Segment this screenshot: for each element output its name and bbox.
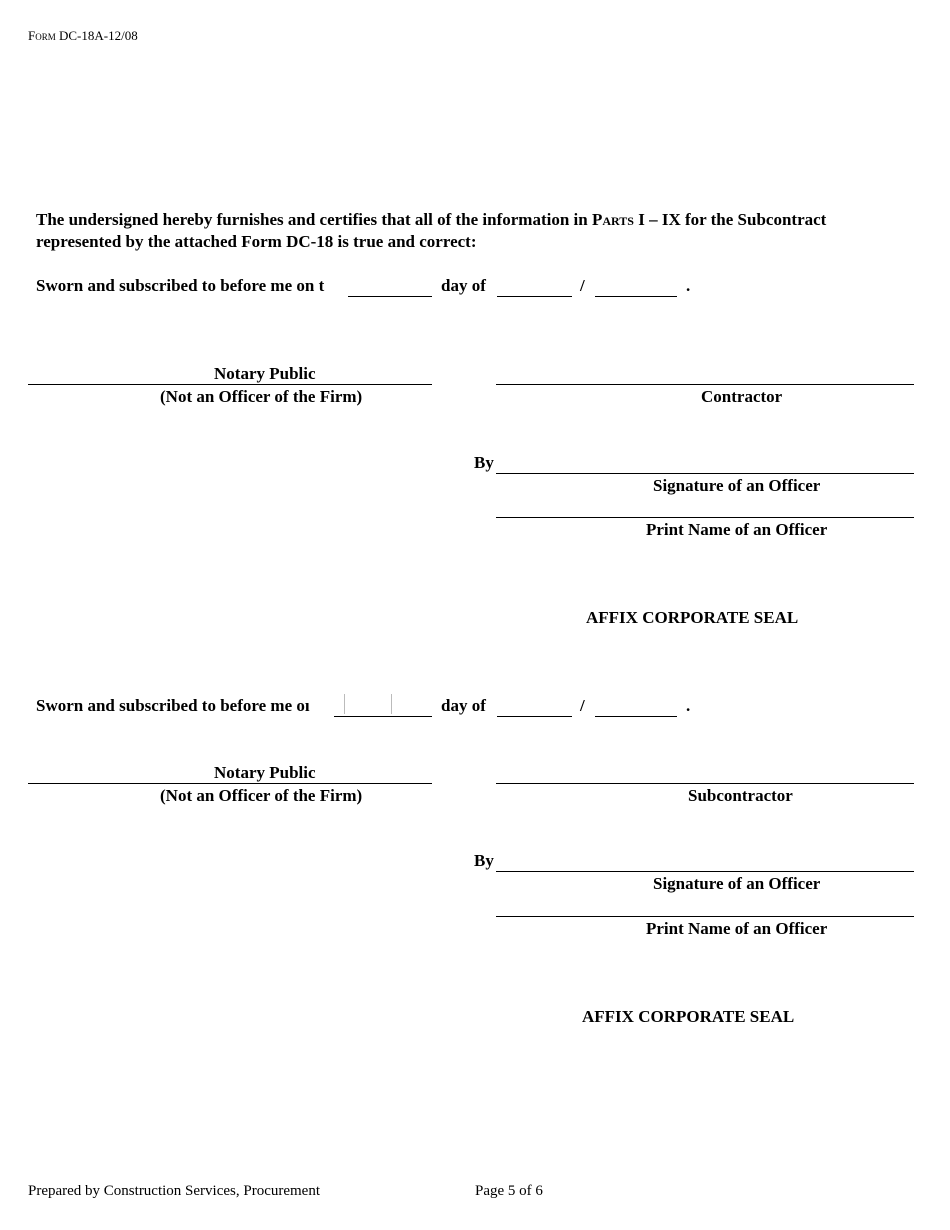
day-of-label-contractor: day of [441,276,486,295]
notary-note-contractor: (Not an Officer of the Firm) [160,387,363,406]
sworn-year-field-contractor[interactable] [595,276,677,297]
sworn-month-field-subcontractor[interactable] [497,696,572,717]
certification-line-1 [36,210,826,230]
cert-text-b: I – IX for the Subcontract [633,210,827,229]
print-name-label-contractor: Print Name of an Officer [646,520,828,539]
contractor-name-line[interactable] [496,384,914,385]
date-slash-contractor: / [580,276,585,295]
form-prefix: Form [28,28,56,43]
officer-print-name-line-subcontractor[interactable] [496,916,914,917]
sworn-month-field-contractor[interactable] [497,276,572,297]
print-name-label-subcontractor: Print Name of an Officer [646,919,828,938]
form-number [28,28,138,44]
date-period-subcontractor: . [686,696,691,715]
sworn-year-field-subcontractor[interactable] [595,696,677,717]
signature-label-contractor: Signature of an Officer [653,476,821,495]
sworn-day-field-contractor[interactable] [348,276,432,297]
sworn-text-subcontractor: Sworn and subscribed to before me oı [36,696,310,715]
signature-label-subcontractor: Signature of an Officer [653,874,821,893]
date-slash-subcontractor: / [580,696,585,715]
by-label-subcontractor: By [474,851,494,870]
subcontractor-name-line[interactable] [496,783,914,784]
sworn-day-field-marker [344,694,392,714]
footer-prepared-by: Prepared by Construction Services, Procurement [28,1183,321,1199]
cert-text-a: The undersigned hereby furnishes and certifies that all of the information in [36,210,592,229]
sworn-text-contractor: Sworn and subscribed to before me on t [36,276,325,295]
by-label-contractor: By [474,453,494,472]
certification-line-2: represented by the attached Form DC-18 is true and correct: [36,232,477,251]
corporate-seal-label-contractor: AFFIX CORPORATE SEAL [586,608,799,627]
footer-page-number: Page 5 of 6 [475,1183,543,1199]
officer-print-name-line-contractor[interactable] [496,517,914,518]
notary-note-subcontractor: (Not an Officer of the Firm) [160,786,363,805]
notary-title-subcontractor: Notary Public [214,763,316,782]
date-period-contractor: . [686,276,691,295]
officer-signature-line-subcontractor[interactable] [496,871,914,872]
form-code: DC-18A-12/08 [59,28,138,43]
contractor-label: Contractor [701,387,783,406]
day-of-label-subcontractor: day of [441,696,486,715]
corporate-seal-label-subcontractor: AFFIX CORPORATE SEAL [582,1007,795,1026]
notary-title-contractor: Notary Public [214,364,316,383]
notary-signature-line-subcontractor[interactable] [28,783,432,784]
officer-signature-line-contractor[interactable] [496,473,914,474]
cert-parts-word: Parts [591,210,634,229]
notary-signature-line-contractor[interactable] [28,384,432,385]
subcontractor-label: Subcontractor [688,786,793,805]
